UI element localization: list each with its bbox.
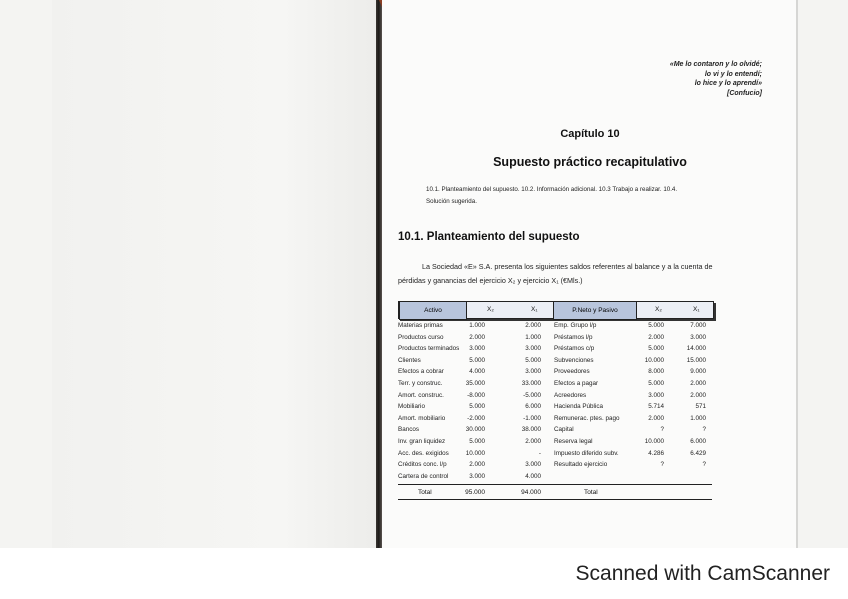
pasivo-x2-cell: 10.000	[644, 438, 664, 445]
activo-x1-cell: 33.000	[521, 380, 541, 387]
pasivo-x2-cell: 10.000	[644, 356, 664, 364]
activo-x1-cell: -1.000	[523, 414, 541, 422]
quote-line-2: lo vi y lo entendí;	[704, 70, 762, 78]
table-row	[398, 332, 714, 343]
activo-x1-cell: -	[538, 449, 541, 457]
activo-x2-cell: 2.000	[469, 461, 485, 469]
total-x1: 94.000	[521, 489, 541, 496]
pasivo-x1-cell: 2.000	[690, 380, 706, 387]
activo-x1-cell: 3.000	[525, 345, 541, 353]
activo-x2-cell: 2.000	[469, 333, 485, 341]
activo-x2-cell: 10.000	[465, 449, 485, 457]
pasivo-x2-cell: ?	[660, 426, 664, 434]
activo-cell: Créditos conc. l/p	[398, 461, 447, 469]
pasivo-x2-cell: 4.286	[648, 449, 664, 457]
header-x2b: X₂	[655, 306, 662, 313]
table-row	[398, 436, 714, 447]
activo-cell: Inv. gran liquidez	[398, 438, 446, 445]
activo-cell: Bancos	[398, 426, 420, 434]
pasivo-x1-cell: ?	[702, 461, 706, 469]
header-pasivo: P.Neto y Pasivo	[553, 301, 637, 320]
activo-x1-cell: 4.000	[525, 472, 541, 480]
header-activo: Activo	[399, 301, 467, 320]
table-row	[398, 343, 714, 354]
header-x1b: X₁	[693, 306, 700, 313]
activo-cell: Materias primas	[398, 322, 443, 329]
total-rule-bottom	[398, 499, 712, 500]
pasivo-x1-cell: 9.000	[690, 368, 706, 376]
table-row	[398, 355, 714, 366]
pasivo-cell: Impuesto diferido subv.	[554, 449, 619, 457]
total-label-left: Total	[418, 489, 432, 496]
chapter-label: Capítulo 10	[560, 128, 620, 140]
pasivo-x2-cell: 5.714	[648, 403, 664, 411]
pasivo-cell: Reserva legal	[554, 438, 593, 445]
pasivo-cell: Acreedores	[554, 391, 587, 399]
chapter-title: Supuesto práctico recapitulativo	[493, 155, 687, 169]
table-row	[398, 471, 714, 482]
pasivo-cell: Emp. Grupo l/p	[554, 322, 597, 329]
activo-x1-cell: 1.000	[525, 333, 541, 341]
activo-x2-cell: 3.000	[469, 345, 485, 353]
quote-line-3: lo hice y lo aprendí»	[694, 80, 762, 87]
activo-cell: Productos curso	[398, 333, 444, 341]
pasivo-x2-cell: 5.000	[648, 380, 664, 387]
pasivo-x1-cell: 14.000	[686, 345, 706, 353]
pasivo-cell: Subvenciones	[554, 356, 594, 364]
activo-x2-cell: -8.000	[467, 391, 485, 399]
activo-x1-cell: 3.000	[525, 368, 541, 376]
pasivo-x1-cell: 6.429	[690, 449, 706, 457]
pasivo-x2-cell: 2.000	[648, 333, 664, 341]
table-row	[398, 366, 714, 377]
activo-x2-cell: 5.000	[469, 438, 485, 445]
epigraph-quote	[670, 60, 762, 98]
pasivo-x2-cell: 5.000	[648, 345, 664, 353]
activo-cell: Efectos a cobrar	[398, 368, 444, 376]
total-rule-top	[398, 484, 712, 485]
activo-cell: Productos terminados	[398, 345, 460, 353]
activo-x2-cell: 3.000	[469, 472, 485, 480]
activo-x1-cell: 38.000	[521, 426, 541, 434]
pasivo-x2-cell: ?	[660, 461, 664, 469]
activo-x2-cell: 30.000	[465, 426, 485, 434]
pasivo-x1-cell: 571	[695, 403, 706, 411]
pasivo-x1-cell: 1.000	[690, 414, 706, 422]
pasivo-x2-cell: 2.000	[648, 414, 664, 422]
table-row	[398, 424, 714, 435]
pasivo-x1-cell: 15.000	[686, 356, 706, 364]
pasivo-cell: Hacienda Pública	[554, 403, 604, 411]
table-row	[398, 401, 714, 412]
pasivo-cell: Resultado ejercicio	[554, 461, 608, 469]
pasivo-x1-cell: 2.000	[690, 391, 706, 399]
activo-cell: Acc. des. exigidos	[398, 449, 449, 457]
pasivo-x1-cell: ?	[702, 426, 706, 434]
activo-x2-cell: 5.000	[469, 403, 485, 411]
activo-x1-cell: -5.000	[523, 391, 541, 399]
pasivo-cell: Capital	[554, 426, 574, 434]
quote-author: [Confucio]	[727, 89, 762, 97]
table-row	[398, 413, 714, 424]
chapter-summary: 10.1. Planteamiento del supuesto. 10.2. Información adicional. 10.3 Trabajo a realizar. 10.4. Solución sugerida.	[426, 186, 678, 205]
activo-x2-cell: 1.000	[469, 322, 485, 329]
activo-x1-cell: 6.000	[525, 403, 541, 411]
pasivo-cell: Remunerac. ptes. pago	[554, 414, 620, 422]
pasivo-x1-cell: 3.000	[690, 333, 706, 341]
activo-cell: Mobiliario	[398, 403, 425, 411]
pasivo-x2-cell: 5.000	[648, 322, 664, 329]
activo-x1-cell: 5.000	[525, 356, 541, 364]
pasivo-x1-cell: 6.000	[690, 438, 706, 445]
activo-cell: Clientes	[398, 356, 421, 364]
total-row	[398, 487, 714, 499]
total-x2: 95.000	[465, 489, 485, 496]
activo-x1-cell: 2.000	[525, 438, 541, 445]
pasivo-cell: Préstamos c/p	[554, 345, 595, 353]
table-row	[398, 448, 714, 459]
activo-cell: Cartera de control	[398, 472, 449, 480]
pasivo-cell: Efectos a pagar	[554, 380, 599, 387]
section-heading: 10.1. Planteamiento del supuesto	[398, 231, 580, 243]
activo-x1-cell: 2.000	[525, 322, 541, 329]
activo-x2-cell: 4.000	[469, 368, 485, 376]
pasivo-x1-cell: 7.000	[690, 322, 706, 329]
pasivo-cell: Proveedores	[554, 368, 590, 376]
activo-x2-cell: 35.000	[465, 380, 485, 387]
activo-x1-cell: 3.000	[525, 461, 541, 469]
activo-cell: Terr. y construc.	[398, 380, 443, 387]
table-header	[398, 301, 714, 319]
pasivo-x2-cell: 8.000	[648, 368, 664, 376]
header-x2: X₂	[487, 306, 494, 313]
pasivo-cell: Préstamos l/p	[554, 333, 593, 341]
activo-x2-cell: -2.000	[467, 414, 485, 422]
pasivo-x2-cell: 3.000	[648, 391, 664, 399]
left-blank-page	[52, 0, 380, 548]
activo-x2-cell: 5.000	[469, 356, 485, 364]
page-edge	[796, 0, 798, 548]
camscanner-watermark: Scanned with CamScanner	[575, 562, 830, 585]
table-row	[398, 459, 714, 470]
header-x1: X₁	[531, 306, 538, 313]
activo-cell: Amort. construc.	[398, 391, 444, 399]
table-row	[398, 378, 714, 389]
table-row	[398, 390, 714, 401]
total-label-right: Total	[584, 489, 598, 496]
quote-line-1: «Me lo contaron y lo olvidé;	[669, 61, 762, 68]
intro-paragraph: La Sociedad «E» S.A. presenta los siguientes saldos referentes al balance y a la cuenta de pérdidas y ganancias del ejercicio X₂ y ejercicio X₁ (€Mls.)	[398, 262, 713, 285]
table-row	[398, 320, 714, 331]
activo-cell: Amort. mobiliario	[398, 414, 446, 422]
